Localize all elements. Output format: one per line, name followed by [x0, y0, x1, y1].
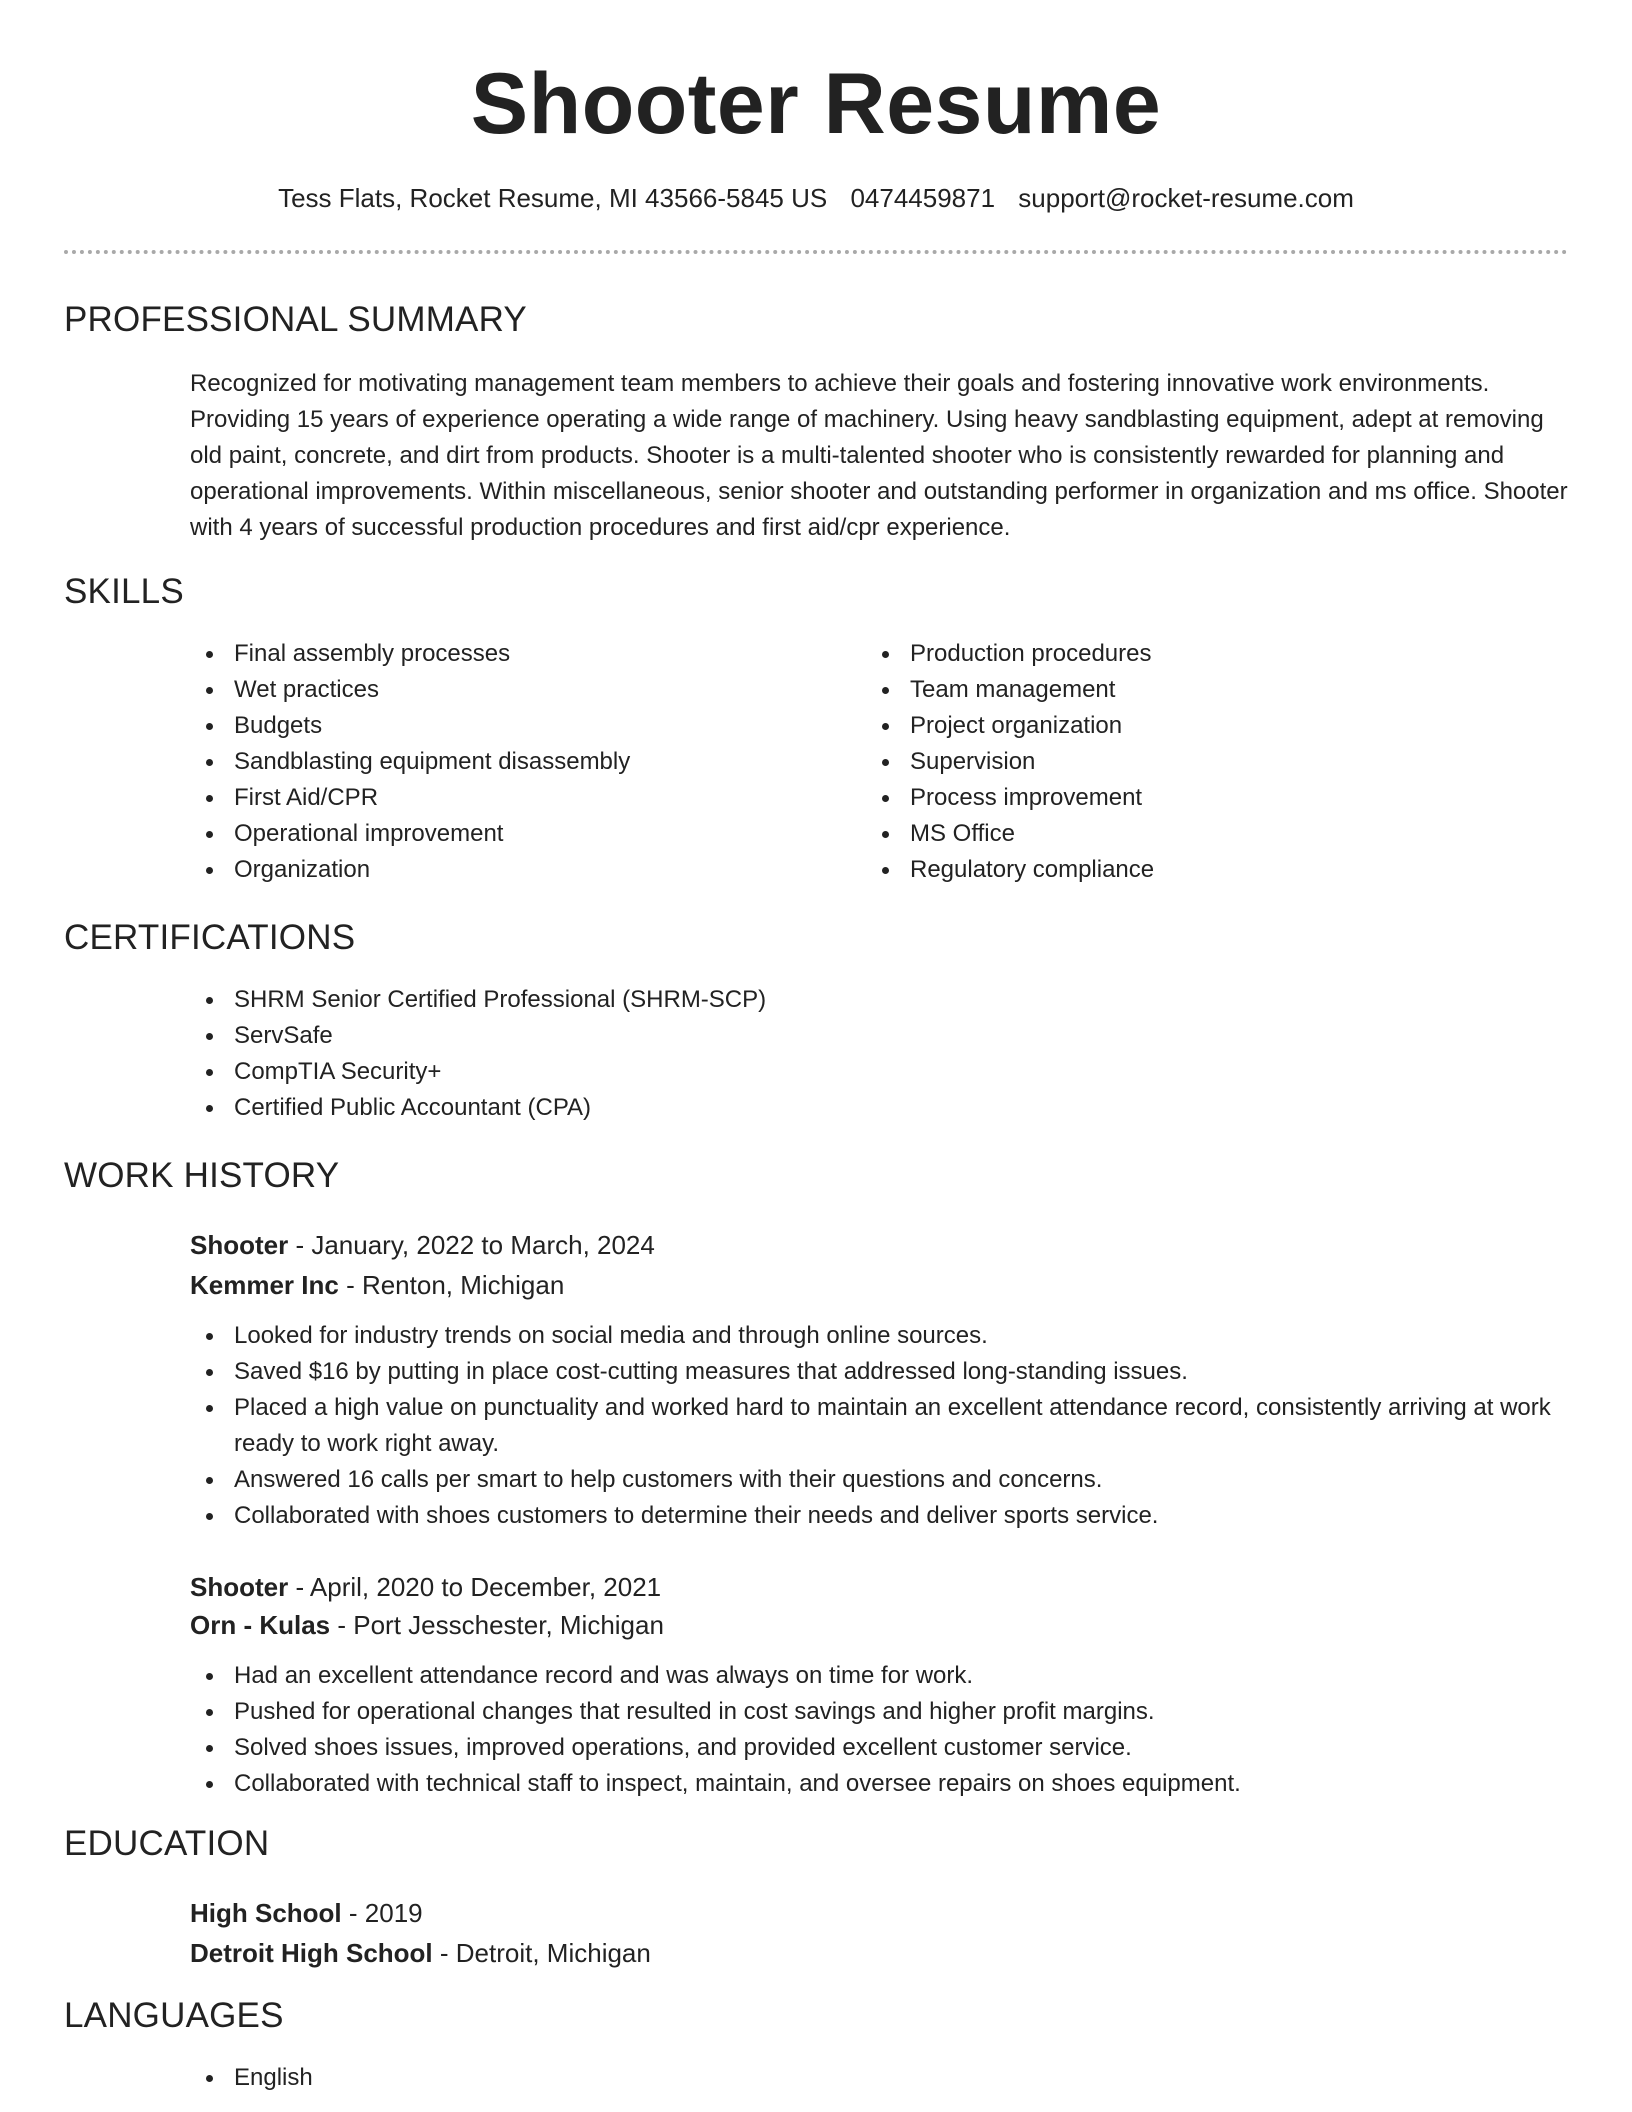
job-title-line — [190, 1226, 655, 1264]
language-item: English — [190, 2060, 790, 2096]
contact-phone: 0474459871 — [850, 183, 996, 213]
education-degree-line — [190, 1894, 423, 1932]
job-bullet: Answered 16 calls per smart to help customers with their questions and concerns. — [190, 1462, 1580, 1498]
certification-item: CompTIA Security+ — [190, 1054, 1390, 1090]
job-company-line — [190, 1266, 564, 1304]
skill-item: Budgets — [190, 708, 830, 744]
job-bullets — [190, 1318, 1580, 1534]
job-company: Kemmer Inc — [190, 1270, 339, 1300]
skill-item: Sandblasting equipment disassembly — [190, 744, 830, 780]
job-location: - Port Jesschester, Michigan — [330, 1610, 664, 1640]
skill-item: Final assembly processes — [190, 636, 830, 672]
job-bullet: Solved shoes issues, improved operations, and provided excellent customer service. — [190, 1730, 1580, 1766]
contact-address: Tess Flats, Rocket Resume, MI 43566-5845 US — [278, 183, 828, 213]
skill-item: Supervision — [866, 744, 1506, 780]
certifications-list — [190, 982, 1390, 1126]
skill-item: Wet practices — [190, 672, 830, 708]
certification-item: SHRM Senior Certified Professional (SHRM-SCP) — [190, 982, 1390, 1018]
header-divider — [64, 250, 1568, 254]
job-title-line — [190, 1568, 661, 1606]
job-location: - Renton, Michigan — [338, 1270, 565, 1300]
section-title-work: WORK HISTORY — [64, 1156, 340, 1195]
education-school: Detroit High School — [190, 1938, 433, 1968]
job-title: Shooter — [190, 1230, 289, 1260]
skills-list-left — [190, 636, 830, 888]
job-dates: - January, 2022 to March, 2024 — [288, 1230, 655, 1260]
skill-item: Production procedures — [866, 636, 1506, 672]
section-title-certifications: CERTIFICATIONS — [64, 918, 356, 957]
certification-item: ServSafe — [190, 1018, 1390, 1054]
resume-title: Shooter Resume — [470, 56, 1162, 152]
languages-list — [190, 2060, 790, 2096]
job-bullet: Collaborated with technical staff to inspect, maintain, and oversee repairs on shoes equipment. — [190, 1766, 1580, 1802]
job-bullet: Placed a high value on punctuality and worked hard to maintain an excellent attendance record, consistently arriving at work ready to work right away. — [190, 1390, 1580, 1462]
skill-item: Team management — [866, 672, 1506, 708]
education-location: - Detroit, Michigan — [432, 1938, 651, 1968]
job-dates: - April, 2020 to December, 2021 — [288, 1572, 662, 1602]
contact-line — [0, 180, 1632, 216]
section-title-skills: SKILLS — [64, 572, 184, 611]
summary-text: Recognized for motivating management team members to achieve their goals and fostering innovative work environments. Providing 15 years of experience operating a wide range of machinery. Using heavy sandblasting equipment, adept at removing old paint, concrete, and dirt from products. Shooter is a multi-talented shooter who is consistently rewarded for planning and operational improvements. Within miscellaneous, senior shooter and outstanding performer in organization and ms office. Shooter with 4 years of successful production procedures and first aid/cpr experience. — [190, 370, 1568, 541]
job-company-line — [190, 1606, 664, 1644]
section-title-education: EDUCATION — [64, 1824, 270, 1863]
skill-item: Organization — [190, 852, 830, 888]
job-bullet: Had an excellent attendance record and was always on time for work. — [190, 1658, 1580, 1694]
skill-item: First Aid/CPR — [190, 780, 830, 816]
job-bullet: Looked for industry trends on social media and through online sources. — [190, 1318, 1580, 1354]
education-year: - 2019 — [341, 1898, 423, 1928]
contact-email[interactable]: support@rocket-resume.com — [1018, 183, 1354, 213]
skill-item: Regulatory compliance — [866, 852, 1506, 888]
skill-item: Operational improvement — [190, 816, 830, 852]
education-school-line — [190, 1934, 651, 1972]
certification-item: Certified Public Accountant (CPA) — [190, 1090, 1390, 1126]
skill-item: Process improvement — [866, 780, 1506, 816]
job-title: Shooter — [190, 1572, 289, 1602]
job-bullet: Saved $16 by putting in place cost-cutting measures that addressed long-standing issues. — [190, 1354, 1580, 1390]
job-bullet: Pushed for operational changes that resulted in cost savings and higher profit margins. — [190, 1694, 1580, 1730]
skill-item: Project organization — [866, 708, 1506, 744]
job-company: Orn - Kulas — [190, 1610, 331, 1640]
job-bullet: Collaborated with shoes customers to determine their needs and deliver sports service. — [190, 1498, 1580, 1534]
skill-item: MS Office — [866, 816, 1506, 852]
section-title-languages: LANGUAGES — [64, 1996, 284, 2035]
education-degree: High School — [190, 1898, 342, 1928]
section-title-summary: PROFESSIONAL SUMMARY — [64, 300, 527, 339]
job-bullets — [190, 1658, 1580, 1802]
skills-list-right — [866, 636, 1506, 888]
